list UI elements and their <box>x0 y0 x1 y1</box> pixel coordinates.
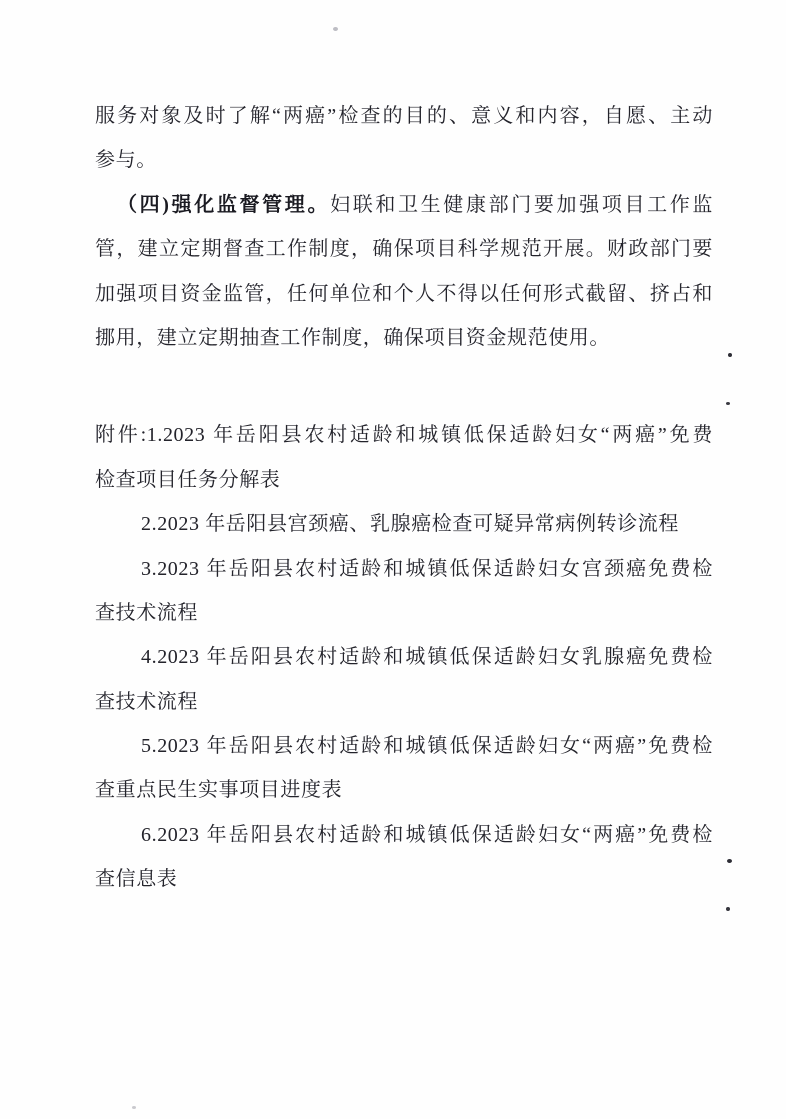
attachment-line: 3.2023 年岳阳县农村适龄和城镇低保适龄妇女宫颈癌免费检 <box>141 557 713 580</box>
scan-speck <box>728 353 732 357</box>
text-line: 服务对象及时了解“两癌”检查的目的、意义和内容，自愿、主动 <box>95 105 713 127</box>
scan-speck <box>333 27 338 31</box>
attachment-line: 查技术流程 <box>95 601 198 624</box>
section-heading-bold: （四)强化监督管理。 <box>117 193 331 216</box>
text-line-section-heading <box>95 183 713 227</box>
attachment-line: 检查项目任务分解表 <box>95 468 281 491</box>
scan-speck <box>727 859 732 863</box>
attachment-line: 查重点民生实事项目进度表 <box>95 779 343 802</box>
attachment-line: 4.2023 年岳阳县农村适龄和城镇低保适龄妇女乳腺癌免费检 <box>141 646 713 669</box>
scan-speck <box>726 907 730 911</box>
text-line: 管，建立定期督查工作制度，确保项目科学规范开展。财政部门要 <box>95 238 713 261</box>
attachment-line: 5.2023 年岳阳县农村适龄和城镇低保适龄妇女“两癌”免费检 <box>141 735 713 758</box>
attachment-line: 6.2023 年岳阳县农村适龄和城镇低保适龄妇女“两癌”免费检 <box>141 823 713 846</box>
scan-speck <box>132 1106 136 1109</box>
text-line: 挪用，建立定期抽查工作制度，确保项目资金规范使用。 <box>95 326 610 349</box>
attachment-line: 附件:1.2023 年岳阳县农村适龄和城镇低保适龄妇女“两癌”免费 <box>95 424 713 447</box>
attachment-line: 查信息表 <box>95 868 178 891</box>
scan-speck <box>726 402 730 405</box>
text-line: 参与。 <box>95 149 157 172</box>
section-body-text: 妇联和卫生健康部门要加强项目工作监 <box>330 193 713 216</box>
attachment-line: 查技术流程 <box>95 690 198 713</box>
document-text-block <box>95 94 713 902</box>
text-line: 加强项目资金监管，任何单位和个人不得以任何形式截留、挤占和 <box>95 282 713 305</box>
attachment-line: 2.2023 年岳阳县宫颈癌、乳腺癌检查可疑异常病例转诊流程 <box>141 513 679 536</box>
